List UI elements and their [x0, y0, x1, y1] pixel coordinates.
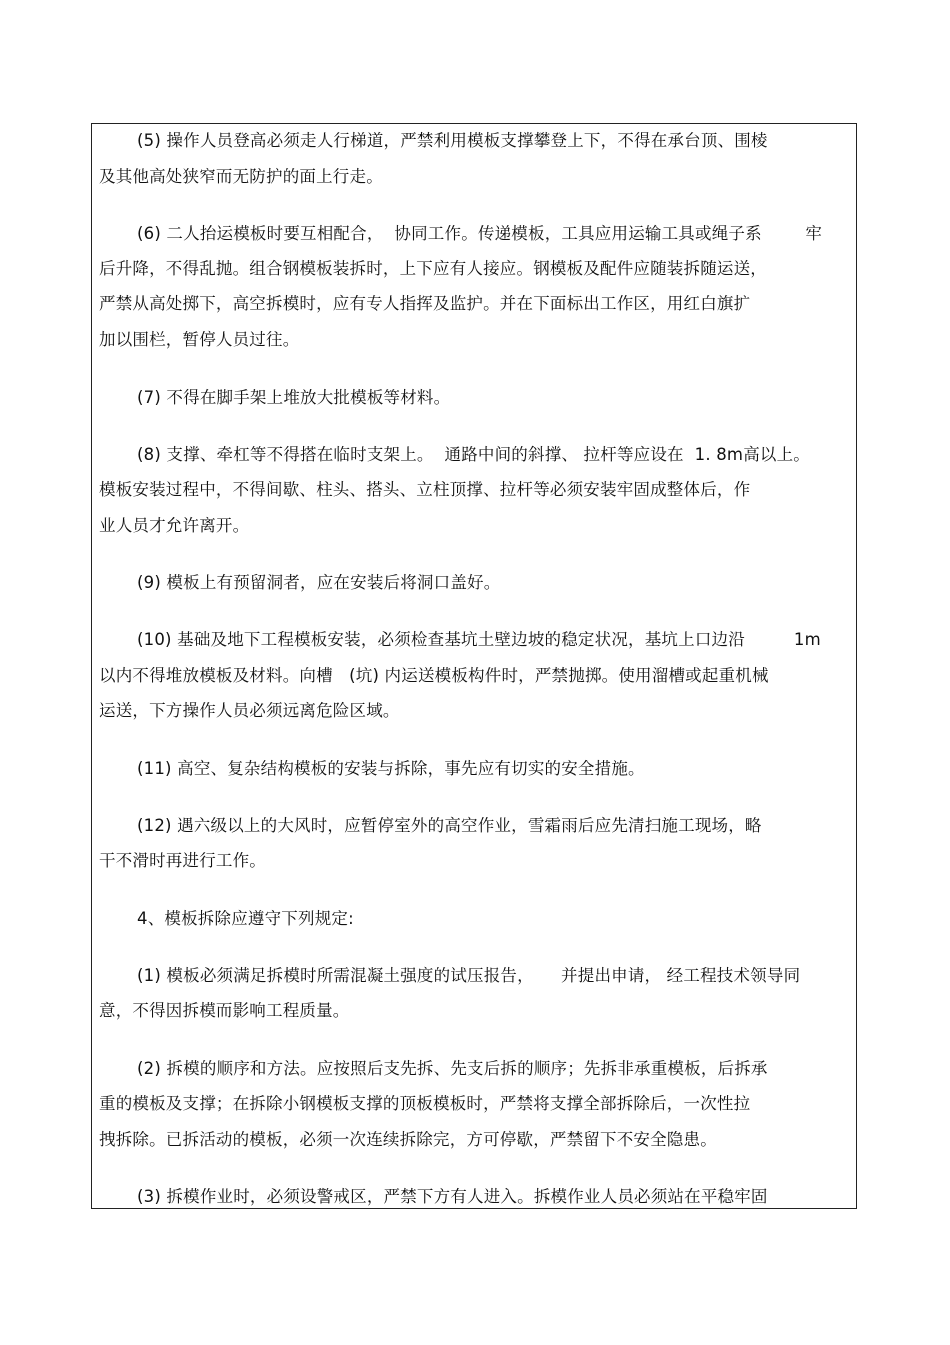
text-line: (6) 二人抬运模板时要互相配合， 协同工作。传递模板，工具应用运输工具或绳子系 牢: [137, 224, 823, 243]
text-line: 运送，下方操作人员必须远离危险区域。: [99, 701, 400, 720]
text-line: 模板安装过程中，不得间歇、柱头、搭头、立柱顶撑、拉杆等必须安装牢固成整体后，作: [99, 480, 751, 499]
text-line: 后升降，不得乱抛。组合钢模板装拆时，上下应有人接应。钢模板及配件应随装拆随运送，: [99, 259, 767, 278]
text-line: 意，不得因拆模而影响工程质量。: [99, 1001, 350, 1020]
text-line: (12) 遇六级以上的大风时，应暂停室外的高空作业，雪霜雨后应先清扫施工现场，略: [137, 816, 762, 835]
text-line: 严禁从高处掷下，高空拆模时，应有专人指挥及监护。并在下面标出工作区，用红白旗扩: [99, 294, 751, 313]
text-line: 重的模板及支撑；在拆除小钢模板支撑的顶板模板时，严禁将支撑全部拆除后，一次性拉: [99, 1094, 751, 1113]
text-line: 以内不得堆放模板及材料。向槽 (坑) 内运送模板构件时，严禁抛掷。使用溜槽或起重机械: [99, 666, 769, 685]
text-line: (7) 不得在脚手架上堆放大批模板等材料。: [137, 388, 451, 407]
text-line: 及其他高处狭窄而无防护的面上行走。: [99, 167, 383, 186]
text-line: 加以围栏，暂停人员过往。: [99, 330, 300, 349]
text-line: (8) 支撑、牵杠等不得搭在临时支架上。 通路中间的斜撑、 拉杆等应设在 1. 8m高以上。: [137, 445, 810, 464]
text-line: (5) 操作人员登高必须走人行梯道，严禁利用模板支撑攀登上下，不得在承台顶、围棱: [137, 131, 768, 150]
text-line: (3) 拆模作业时，必须设警戒区，严禁下方有人进入。拆模作业人员必须站在平稳牢固: [137, 1187, 768, 1206]
text-line: 干不滑时再进行工作。: [99, 851, 266, 870]
text-line: (10) 基础及地下工程模板安装，必须检查基坑土壁边坡的稳定状况，基坑上口边沿 1m: [137, 630, 821, 649]
text-line: 业人员才允许离开。: [99, 516, 250, 535]
text-line: (9) 模板上有预留洞者，应在安装后将洞口盖好。: [137, 573, 501, 592]
section-heading: 4、模板拆除应遵守下列规定:: [137, 909, 354, 928]
text-line: (1) 模板必须满足拆模时所需混凝土强度的试压报告， 并提出申请， 经工程技术领导同: [137, 966, 801, 985]
text-line: 拽拆除。已拆活动的模板，必须一次连续拆除完，方可停歇，严禁留下不安全隐患。: [99, 1130, 717, 1149]
text-line: (2) 拆模的顺序和方法。应按照后支先拆、先支后拆的顺序；先拆非承重模板，后拆承: [137, 1059, 768, 1078]
text-line: (11) 高空、复杂结构模板的安装与拆除，事先应有切实的安全措施。: [137, 759, 645, 778]
